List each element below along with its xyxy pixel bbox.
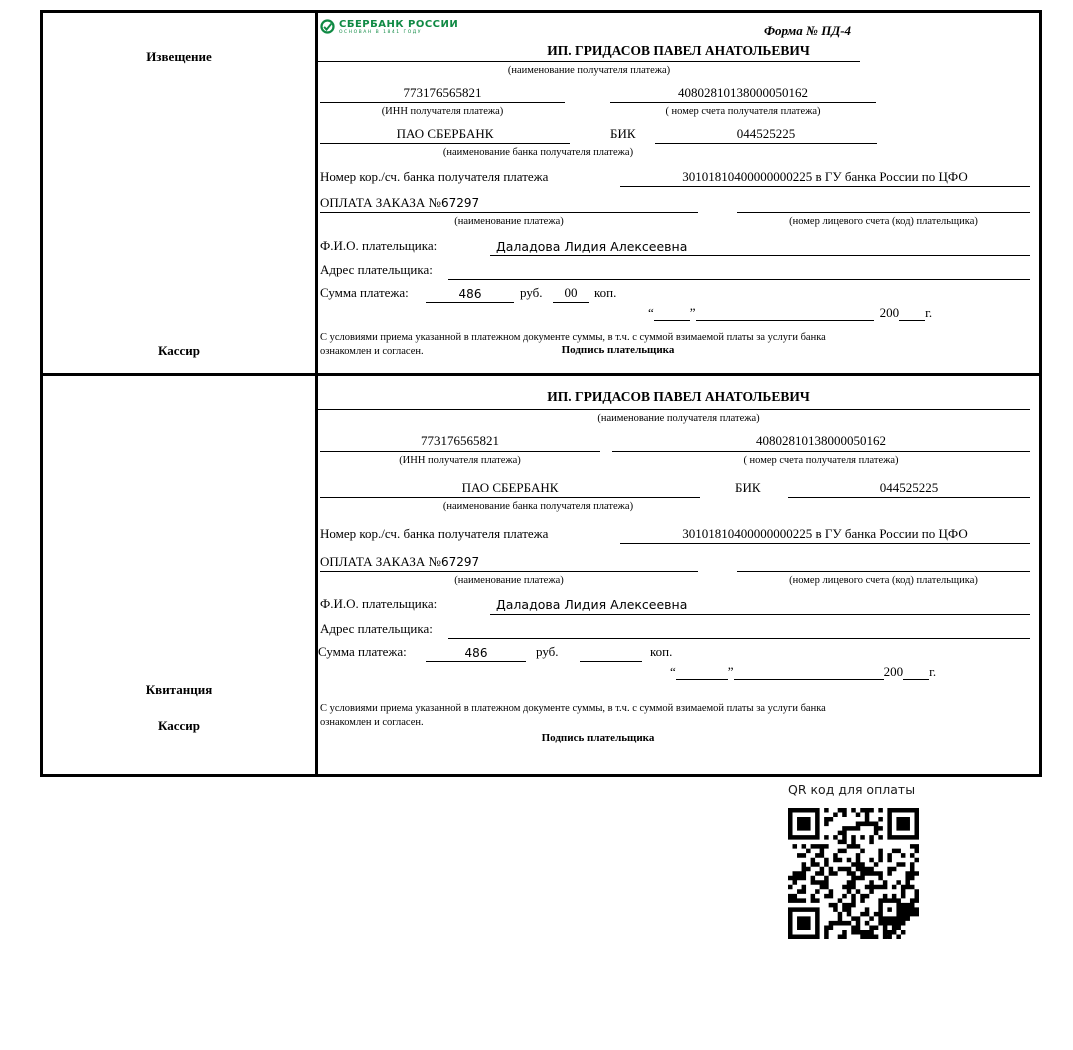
close-quote: ” <box>689 305 696 320</box>
payer-name-underline <box>490 614 1030 615</box>
payment-name <box>320 195 479 211</box>
corr-account-value: 30101810400000000225 в ГУ банка России по ЦФО <box>682 169 968 184</box>
account-underline <box>612 451 1030 452</box>
payer-address-underline <box>448 279 1030 280</box>
terms-line2: ознакомлен и согласен. <box>320 346 424 357</box>
payee-name: ИП. ГРИДАСОВ ПАВЕЛ АНАТОЛЬЕВИЧ <box>547 389 810 404</box>
date-month-underline <box>696 306 874 321</box>
personal-account-underline <box>737 571 1030 572</box>
bik-underline <box>655 143 877 144</box>
payment-caption: (наименование платежа) <box>454 575 564 586</box>
notice-section-label: Извещение <box>146 49 212 64</box>
payer-address-label: Адрес плательщика: <box>320 621 433 636</box>
date-line <box>670 664 936 680</box>
open-quote: “ <box>670 664 676 679</box>
inn-caption: (ИНН получателя платежа) <box>381 106 504 117</box>
rub-label: руб. <box>520 285 543 300</box>
year-underline <box>903 665 929 680</box>
receipt-cashier-label: Кассир <box>157 718 200 733</box>
date-day-underline <box>676 665 728 680</box>
order-number: 67297 <box>440 555 480 569</box>
bank-name-value: ПАО СБЕРБАНК <box>396 126 494 141</box>
sum-kop-underline <box>553 302 589 303</box>
bank-caption: (наименование банка получателя платежа) <box>442 501 634 512</box>
inn-value: 773176565821 <box>403 85 482 100</box>
year-prefix: 200 <box>883 664 904 679</box>
qr-block <box>788 782 919 939</box>
payer-name-value: Даладова Лидия Алексеевна <box>496 597 688 612</box>
corr-account-underline <box>620 543 1030 544</box>
receipt-section-label: Квитанция <box>145 682 213 697</box>
payment-name-prefix: ОПЛАТА ЗАКАЗА № <box>320 554 441 569</box>
bank-name-underline <box>320 143 570 144</box>
rub-label: руб. <box>536 644 559 659</box>
bik-value: 044525225 <box>879 480 939 495</box>
corr-account-label: Номер кор./сч. банка получателя платежа <box>320 526 549 541</box>
receipt-left-column <box>43 376 318 774</box>
notice-body <box>318 13 1039 373</box>
receipt-section <box>43 376 1039 774</box>
date-day-underline <box>654 306 690 321</box>
account-caption: ( номер счета получателя платежа) <box>743 455 899 466</box>
year-suffix: г. <box>925 305 933 320</box>
sberbank-logo-tagline: ОСНОВАН В 1841 ГОДУ <box>339 30 423 35</box>
payer-address-underline <box>448 638 1030 639</box>
payment-name <box>320 554 479 570</box>
qr-code <box>788 808 919 939</box>
year-underline <box>899 306 925 321</box>
sum-rub-value: 486 <box>464 646 488 660</box>
kop-label: коп. <box>650 644 673 659</box>
account-underline <box>610 102 876 103</box>
notice-left-column <box>43 13 318 373</box>
bank-caption: (наименование банка получателя платежа) <box>442 147 634 158</box>
corr-account-label: Номер кор./сч. банка получателя платежа <box>320 169 549 184</box>
payer-address-label: Адрес плательщика: <box>320 262 433 277</box>
bik-label: БИК <box>735 480 761 495</box>
payer-name-value: Даладова Лидия Алексеевна <box>496 239 688 254</box>
payer-name-underline <box>490 255 1030 256</box>
sum-label: Сумма платежа: <box>320 285 409 300</box>
payee-caption: (наименование получателя платежа) <box>507 65 671 76</box>
notice-section <box>43 13 1039 376</box>
year-suffix: г. <box>929 664 937 679</box>
sberbank-logo <box>320 19 458 39</box>
inn-caption: (ИНН получателя платежа) <box>399 455 521 466</box>
payee-underline <box>318 409 1030 410</box>
sum-kop-value: 00 <box>564 285 578 300</box>
personal-account-caption: (номер лицевого счета (код) плательщика) <box>789 216 978 227</box>
sum-label: Сумма платежа: <box>318 644 407 659</box>
sum-rub-value: 486 <box>458 287 482 301</box>
open-quote: “ <box>648 305 654 320</box>
payment-name-underline <box>320 571 698 572</box>
bank-name-underline <box>320 497 700 498</box>
sberbank-logo-icon <box>320 19 335 39</box>
payee-caption: (наименование получателя платежа) <box>597 413 760 424</box>
notice-cashier-label: Кассир <box>157 343 200 358</box>
close-quote: ” <box>727 664 734 679</box>
terms-line1: С условиями приема указанной в платежном документе суммы, в т.ч. с суммой взимаемой платы за услуги банка <box>320 332 826 343</box>
pd4-payment-form <box>40 10 1042 777</box>
date-line <box>648 305 932 321</box>
payment-name-prefix: ОПЛАТА ЗАКАЗА № <box>320 195 441 210</box>
payment-caption: (наименование платежа) <box>454 216 564 227</box>
signature-label: Подпись плательщика <box>541 732 655 744</box>
receipt-body <box>318 376 1039 774</box>
kop-label: коп. <box>594 285 617 300</box>
payment-name-underline <box>320 212 698 213</box>
personal-account-caption: (номер лицевого счета (код) плательщика) <box>789 575 978 586</box>
bik-label: БИК <box>610 126 636 141</box>
order-number: 67297 <box>440 196 480 210</box>
date-month-underline <box>734 665 884 680</box>
sum-rub-underline <box>426 302 514 303</box>
sberbank-logo-text: СБЕРБАНК РОССИИ <box>339 19 459 30</box>
sum-rub-underline <box>426 661 526 662</box>
corr-account-underline <box>620 186 1030 187</box>
corr-account-value: 30101810400000000225 в ГУ банка России по ЦФО <box>682 526 968 541</box>
terms-line2: ознакомлен и согласен. <box>320 717 424 728</box>
bik-value: 044525225 <box>736 126 796 141</box>
signature-label: Подпись плательщика <box>561 344 675 356</box>
account-caption: ( номер счета получателя платежа) <box>665 106 821 117</box>
inn-value: 773176565821 <box>421 433 499 448</box>
qr-label: QR код для оплаты <box>788 782 916 797</box>
personal-account-underline <box>737 212 1030 213</box>
terms-line1: С условиями приема указанной в платежном документе суммы, в т.ч. с суммой взимаемой платы за услуги банка <box>320 703 826 714</box>
bank-name-value: ПАО СБЕРБАНК <box>461 480 559 495</box>
payee-underline <box>318 61 860 62</box>
payer-name-label: Ф.И.О. плательщика: <box>320 596 438 611</box>
sberbank-logo-wordmark <box>339 19 458 35</box>
year-prefix: 200 <box>879 305 900 320</box>
inn-underline <box>320 451 600 452</box>
inn-underline <box>320 102 565 103</box>
sum-kop-underline <box>580 661 642 662</box>
bik-underline <box>788 497 1030 498</box>
form-number: Форма № ПД-4 <box>764 23 852 38</box>
payee-name: ИП. ГРИДАСОВ ПАВЕЛ АНАТОЛЬЕВИЧ <box>547 43 810 58</box>
account-value: 40802810138000050162 <box>756 433 886 448</box>
account-value: 40802810138000050162 <box>678 85 808 100</box>
payer-name-label: Ф.И.О. плательщика: <box>320 238 438 253</box>
